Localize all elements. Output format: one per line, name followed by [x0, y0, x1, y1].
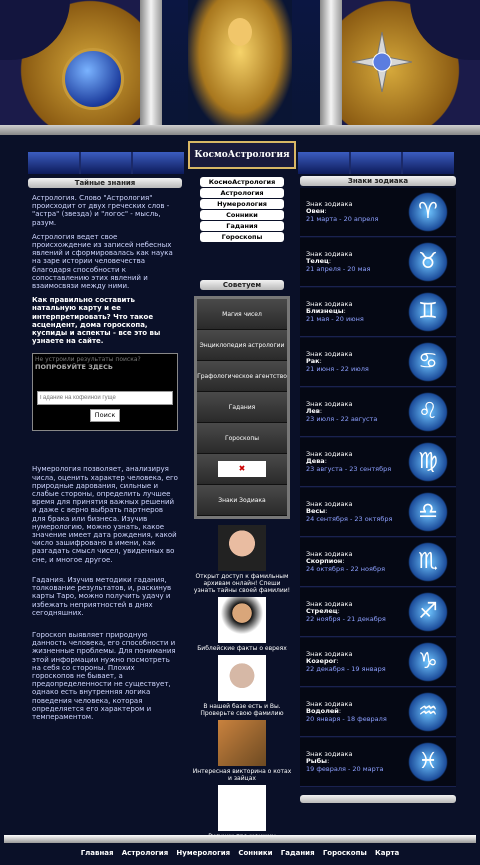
zodiac-item-0[interactable]: [300, 188, 456, 237]
zodiac-item-text: Знак зодиака Лев: 23 июля - 22 августа: [306, 399, 378, 423]
zodiac-symbol-icon: ♓: [408, 742, 448, 782]
recommend-horoscopes[interactable]: Гороскопы: [197, 423, 287, 454]
zodiac-symbol-icon: ♐: [408, 592, 448, 632]
zodiac-item-text: Знак зодиака Близнецы: 21 мая - 20 июня: [306, 299, 364, 323]
zodiac-dates: 22 ноября - 21 декабря: [306, 614, 386, 623]
zodiac-prefix: Знак зодиака: [306, 649, 353, 658]
zodiac-name: Водолей: [306, 707, 339, 716]
recommend-astrology-encyclopedia[interactable]: Энциклопедия астрологии: [197, 330, 287, 361]
promo-family-archives[interactable]: [192, 525, 292, 594]
zodiac-name: Овен: [306, 207, 325, 216]
zodiac-item-9[interactable]: [300, 638, 456, 687]
nav-item-dream-books[interactable]: Сонники: [200, 210, 284, 220]
zodiac-item-8[interactable]: [300, 588, 456, 637]
astrology-intro: Астрология. Слово "Астрология" происходит от двух греческих слов - "астра" (звезда) и "логос" - мысль, разум.: [32, 194, 170, 227]
zodiac-prefix: Знак зодиака: [306, 599, 353, 608]
stone-frieze: [0, 125, 480, 135]
broken-image-icon: ✖: [218, 461, 266, 477]
search-hint: Не устроили результаты поиска?: [35, 356, 141, 364]
zodiac-prefix: Знак зодиака: [306, 349, 353, 358]
promo-surname-base[interactable]: [192, 655, 292, 717]
search-input[interactable]: [37, 391, 173, 405]
zodiac-name: Рак: [306, 357, 320, 366]
zodiac-prefix: Знак зодиака: [306, 249, 353, 258]
promo-text: Библейские факты о евреях: [197, 645, 287, 652]
zodiac-item-10[interactable]: [300, 688, 456, 737]
footer-nav: [0, 845, 480, 865]
zodiac-symbol-icon: ♍: [408, 442, 448, 482]
promo-bible-facts[interactable]: [192, 597, 292, 652]
pillar-left: [140, 0, 162, 125]
zodiac-item-text: Знак зодиака Телец: 21 апреля - 20 мая: [306, 249, 371, 273]
recommend-list: [194, 296, 290, 519]
zodiac-item-text: Знак зодиака Скорпион: 24 октября - 22 ноября: [306, 549, 385, 573]
site-header: [0, 0, 480, 135]
zodiac-item-4[interactable]: [300, 388, 456, 437]
pillar-right: [320, 0, 342, 125]
zodiac-prefix: Знак зодиака: [306, 749, 353, 758]
image-strip-right: [298, 152, 454, 174]
zodiac-item-text: Знак зодиака Козерог: 22 декабря - 19 января: [306, 649, 386, 673]
zodiac-name: Телец: [306, 257, 329, 266]
promo-text: Интересная викторина о котах и зайцах: [192, 768, 292, 782]
zodiac-name: Скорпион: [306, 557, 343, 566]
nav-item-numerology[interactable]: Нумерология: [200, 199, 284, 209]
nav-item-astrology[interactable]: Астрология: [200, 188, 284, 198]
center-column: [192, 176, 292, 836]
zodiac-symbol-icon: ♉: [408, 242, 448, 282]
zodiac-symbol-icon: ♊: [408, 292, 448, 332]
nav-item-horoscopes[interactable]: Гороскопы: [200, 232, 284, 242]
zodiac-prefix: Знак зодиака: [306, 449, 353, 458]
recommend-number-magic[interactable]: Магия чисел: [197, 299, 287, 330]
zodiac-prefix: Знак зодиака: [306, 699, 353, 708]
zodiac-prefix: Знак зодиака: [306, 549, 353, 558]
zodiac-item-text: Знак зодиака Дева: 23 августа - 23 сентября: [306, 449, 392, 473]
zodiac-name: Близнецы: [306, 307, 344, 316]
zodiac-symbol-icon: ♈: [408, 192, 448, 232]
section-divider: [300, 795, 456, 803]
zodiac-dates: 24 октября - 22 ноября: [306, 564, 385, 573]
nav-item-divination[interactable]: Гадания: [200, 221, 284, 231]
recommend-zodiac-signs[interactable]: Знаки Зодиака: [197, 485, 287, 516]
right-column: [300, 176, 456, 816]
zodiac-item-text: Знак зодиака Весы: 24 сентября - 23 октября: [306, 499, 393, 523]
figure-face: [228, 18, 252, 46]
zodiac-item-text: Знак зодиака Рыбы: 19 февраля - 20 марта: [306, 749, 384, 773]
astrologer-figure: [188, 0, 292, 130]
zodiac-item-1[interactable]: [300, 238, 456, 287]
zodiac-symbol-icon: ♒: [408, 692, 448, 732]
zodiac-name: Весы: [306, 507, 326, 516]
zodiac-dates: 21 июня - 22 июля: [306, 364, 369, 373]
zodiac-prefix: Знак зодиака: [306, 299, 353, 308]
main-nav: [192, 177, 292, 242]
zodiac-dates: 21 апреля - 20 мая: [306, 264, 371, 273]
promo-text: Открыт доступ к фамильным архивам онлайн! Спеши узнать тайны своей фамилии!: [193, 573, 291, 594]
zodiac-item-text: Знак зодиака Овен: 21 марта - 20 апреля: [306, 199, 379, 223]
zodiac-item-text: Знак зодиака Водолей: 20 января - 18 февраля: [306, 699, 387, 723]
section-title-zodiac: Знаки зодиака: [300, 176, 456, 186]
natal-chart-question[interactable]: Как правильно составить натальную карту и ее интерпретировать? Что такое асцендент, дома гороскопа, куспиды и аспекты - все это вы узнаете на сайте.: [32, 296, 161, 346]
zodiac-item-text: Знак зодиака Стрелец: 22 ноября - 21 декабря: [306, 599, 386, 623]
zodiac-item-11[interactable]: [300, 738, 456, 787]
zodiac-globe-icon: [62, 48, 124, 110]
bottom-bar: [4, 835, 476, 843]
zodiac-dates: 19 февраля - 20 марта: [306, 764, 384, 773]
divination-text: Гадания. Изучив методики гадания, толкование результатов, и, раскинув карты Таро, можно получить удачу и избежать неприятностей в днях сегодняшних.: [32, 575, 172, 617]
recommend-broken-image[interactable]: [197, 454, 287, 485]
zodiac-dates: 23 августа - 23 сентября: [306, 464, 392, 473]
horoscope-text: Гороскоп выявляет природную данность человека, его способности и жизненные проблемы. Для понимания этой информации нужно посмотреть на себя со стороны. Плохих гороскопов не бывает, а предопределенности не существует, однако есть внутренняя логика поведения человека, которая определяется его характером и темпераментом.: [32, 630, 176, 721]
search-panel: [32, 353, 178, 431]
zodiac-dates: 21 марта - 20 апреля: [306, 214, 379, 223]
zodiac-item-3[interactable]: [300, 338, 456, 387]
site-logo[interactable]: КосмоАстрология: [188, 141, 296, 169]
footer-link-astrology[interactable]: Астрология: [121, 849, 169, 857]
recommend-graphology-agency[interactable]: Графологическое агентство: [197, 361, 287, 392]
zodiac-prefix: Знак зодиака: [306, 199, 353, 208]
section-title-recommend: Советуем: [200, 280, 284, 290]
man-in-hat-image: [218, 597, 266, 643]
zodiac-item-7[interactable]: [300, 538, 456, 587]
promo-women-drawings[interactable]: [192, 785, 292, 840]
footer-link-numerology[interactable]: Нумерология: [176, 849, 231, 857]
zodiac-item-text: Знак зодиака Рак: 21 июня - 22 июля: [306, 349, 369, 373]
left-column: [28, 178, 182, 833]
zodiac-prefix: Знак зодиака: [306, 499, 353, 508]
zodiac-dates: 22 декабря - 19 января: [306, 664, 386, 673]
zodiac-symbol-icon: ♌: [408, 392, 448, 432]
sketch-image: [218, 785, 266, 831]
cats-rabbits-image: [218, 720, 266, 766]
zodiac-dates: 24 сентября - 23 октября: [306, 514, 393, 523]
woman-portrait-image: [218, 525, 266, 571]
zodiac-name: Рыбы: [306, 757, 328, 766]
image-strip-left: [28, 152, 184, 174]
zodiac-dates: 23 июля - 22 августа: [306, 414, 378, 423]
zodiac-item-2[interactable]: [300, 288, 456, 337]
footer-link-home[interactable]: Главная: [80, 849, 114, 857]
zodiac-name: Лев: [306, 407, 320, 416]
zodiac-symbol-icon: ♎: [408, 492, 448, 532]
sun-compass-icon: [352, 32, 412, 92]
zodiac-name: Козерог: [306, 657, 337, 666]
zodiac-prefix: Знак зодиака: [306, 399, 353, 408]
zodiac-name: Дева: [306, 457, 325, 466]
zodiac-symbol-icon: ♏: [408, 542, 448, 582]
promo-cats-quiz[interactable]: [192, 720, 292, 782]
search-button[interactable]: Поиск: [90, 409, 120, 422]
nav-item-cosmoastrology[interactable]: КосмоАстрология: [200, 177, 284, 187]
zodiac-list: [300, 188, 456, 787]
zodiac-dates: 20 января - 18 февраля: [306, 714, 387, 723]
section-title-secret-knowledge: Тайные знания: [28, 178, 182, 188]
zodiac-item-6[interactable]: [300, 488, 456, 537]
surname-database-image: [218, 655, 266, 701]
footer-link-dream-books[interactable]: Сонники: [238, 849, 273, 857]
numerology-text: Нумерология позволяет, анализируя числа, оценить характер человека, его природные дарования, сильные и слабые стороны, определить лучшее время для принятия важных решений и даже с верно выбрать партнеров для брака или бизнеса. Изучив нумерологию, можно узнать, какое значение имеет дата рождения, какой число зашифровано в имени, как разгадать смысл чисел, увиденных во сне, и многое другое.: [32, 465, 178, 564]
zodiac-item-5[interactable]: [300, 438, 456, 487]
astrology-history: Астрология ведет свое происхождение из записей небесных явлений и сформировалась как наука на заре истории человечества благодаря способности к сопоставлению этих явлений и взаимосвязи между ними.: [32, 232, 173, 291]
recommend-divination[interactable]: Гадания: [197, 392, 287, 423]
zodiac-dates: 21 мая - 20 июня: [306, 314, 364, 323]
zodiac-symbol-icon: ♑: [408, 642, 448, 682]
search-heading: ПОПРОБУЙТЕ ЗДЕСЬ: [35, 363, 113, 372]
footer-link-map[interactable]: Карта: [375, 849, 400, 857]
footer-link-horoscopes[interactable]: Гороскопы: [322, 849, 367, 857]
footer-link-divination[interactable]: Гадания: [280, 849, 315, 857]
promo-text: В нашей базе есть и Вы. Проверьте свою фамилию: [200, 703, 284, 717]
zodiac-name: Стрелец: [306, 607, 338, 616]
zodiac-symbol-icon: ♋: [408, 342, 448, 382]
